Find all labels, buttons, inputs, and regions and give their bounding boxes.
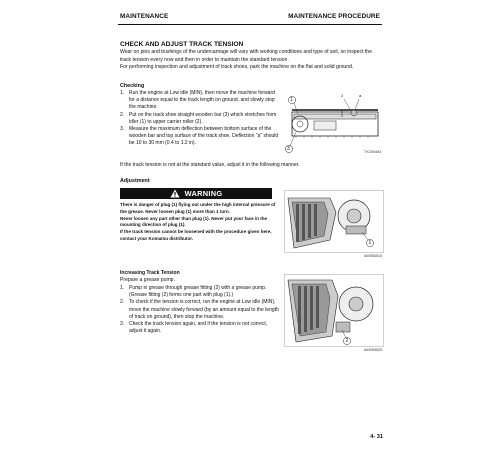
figure-id: AM053520 [364,348,383,352]
increasing-heading: Increasing Track Tension [120,270,180,276]
warning-paragraph: If the track tension cannot be loosened with the procedure given here, contact your Komatsu distributor. [120,229,272,241]
increasing-steps [120,285,280,335]
figure-id: AM053510 [364,254,383,258]
figure-callout-1: 1 [290,97,293,103]
header-chapter-name: MAINTENANCE PROCEDURE [288,13,380,20]
grease-plug-figure [284,190,384,260]
track-deflection-drawing [284,90,384,156]
grease-plug-drawing [284,190,384,260]
section-title: CHECK AND ADJUST TRACK TENSION [120,41,244,48]
header-rule [118,24,382,25]
increasing-prep: Prepare a grease pump. [120,277,175,283]
warning-paragraph: Never loosen any part other than plug (1). Never put your face in the mounting direction of plug (1). [120,215,268,228]
track-deflection-figure [284,90,384,156]
checking-step: 2. Put on the track shoe straight wooden bar (3) which stretches from idler (1) to upper carrier roller (2). [120,111,277,125]
figure-callout-2: 2 [345,338,349,344]
grease-fitting-drawing [284,274,384,356]
warning-triangle-icon [170,189,180,198]
figure-label-a: a [359,93,362,98]
warning-text [120,202,276,243]
header-section-name: MAINTENANCE [120,13,169,20]
after-check-text: If the track tension is not at the standard value, adjust it in the following manner. [120,162,300,168]
figure-callout-3: 3 [287,146,290,152]
checking-steps [120,90,280,148]
intro-line-2: track tension every now and then in order to maintain the standard tension. [120,56,289,63]
checking-step: 1. Run the engine at Low idle (MIN), then move the machine forward for a distance equal to the track length on ground, and slowly stop the machine. [120,90,275,111]
increasing-step: 2. To check if the tension is correct, run the engine at Low idle (MIN), move the machine slowly forward (by an amount equal to the length of track on ground), then stop the machine. [120,299,279,320]
intro-line-3: For performing inspection and adjustment of track shoes, park the machine on the flat and solid ground. [120,64,354,71]
increasing-step: 1. Pump in grease through grease fitting (2) with a grease pump. (Grease fitting (2) forms one part with plug (1).) [120,285,267,299]
intro-paragraph [120,49,380,72]
figure-callout-1: 1 [368,240,372,246]
intro-line-1: Wear on pins and bushings of the undercarriage will vary with working conditions and type of soil, so inspect the [120,49,372,55]
checking-heading: Checking [120,83,145,89]
figure-id: TXJ00493 [364,150,382,154]
increasing-step: 3. Check the track tension again, and if the tension is not correct, adjust it again. [120,321,268,335]
checking-step: 3. Measure the maximum deflection between bottom surface of the wooden bar and top surface of the track shoe. Deflection "a" should be 10 to 30 mm (0.4 to 1.2 in). [120,126,279,147]
warning-label: WARNING [184,189,223,198]
figure-callout-2: 2 [341,93,344,98]
page-number: 4- 31 [370,434,383,440]
warning-paragraph: There is danger of plug (1) flying out under the high internal pressure of the grease. Never loosen plug (1) more than 1 turn. [120,202,276,214]
grease-fitting-figure [284,274,384,356]
warning-banner [120,188,272,199]
adjustment-heading: Adjustment [120,178,150,184]
